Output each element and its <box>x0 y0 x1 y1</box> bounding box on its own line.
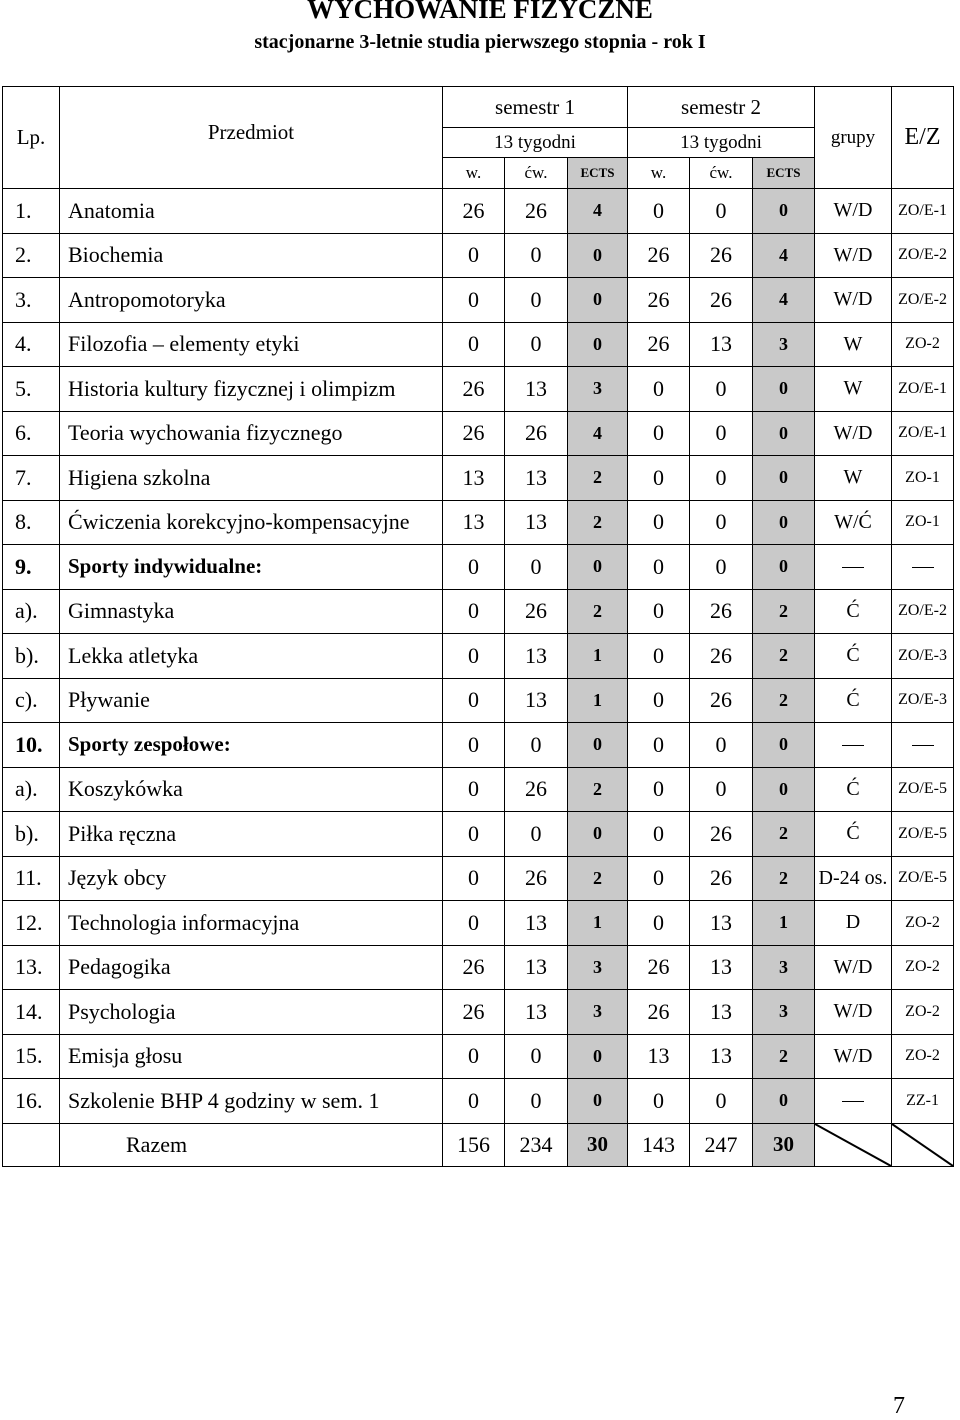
sem1-cw-header: ćw. <box>505 158 568 189</box>
row-lp-cell: 14. <box>3 990 60 1035</box>
sem1-w-cell: 26 <box>443 411 505 456</box>
sem1-ects-cell: 3 <box>568 945 628 990</box>
table-row <box>3 812 954 857</box>
sem2-cw-cell: 13 <box>690 322 753 367</box>
sem2-ects-cell: 0 <box>753 545 815 590</box>
row-lp-cell: 7. <box>3 456 60 501</box>
sem1-w-cell: 0 <box>443 322 505 367</box>
sem2-cw-cell: 26 <box>690 812 753 857</box>
sem2-ects-cell: 0 <box>753 456 815 501</box>
sem2-ects-cell: 3 <box>753 945 815 990</box>
row-lp-cell: a). <box>3 767 60 812</box>
table-row <box>3 723 954 768</box>
sem2-w-cell: 0 <box>628 901 690 946</box>
total-s2-cw: 247 <box>690 1123 753 1166</box>
row-lp-cell: 3. <box>3 278 60 323</box>
sem2-cw-cell: 26 <box>690 856 753 901</box>
sem2-cw-cell: 0 <box>690 723 753 768</box>
groups-cell: Ć <box>815 812 892 857</box>
exam-type-cell: ZZ-1 <box>892 1079 954 1124</box>
sem2-ects-cell: 1 <box>753 901 815 946</box>
row-lp-cell: 8. <box>3 500 60 545</box>
sem2-cw-cell: 13 <box>690 990 753 1035</box>
total-s1-w: 156 <box>443 1123 505 1166</box>
exam-type-cell <box>892 723 954 768</box>
total-ez-empty <box>892 1123 954 1166</box>
table-row <box>3 945 954 990</box>
subject-name-cell: Historia kultury fizycznej i olimpizm <box>60 367 443 412</box>
row-lp-cell: b). <box>3 812 60 857</box>
groups-cell <box>815 1079 892 1124</box>
subject-name-cell: Teoria wychowania fizycznego <box>60 411 443 456</box>
sem1-cw-cell: 13 <box>505 990 568 1035</box>
exam-type-cell: ZO-1 <box>892 456 954 501</box>
sem1-cw-cell: 0 <box>505 545 568 590</box>
page-number: 7 <box>893 1393 905 1419</box>
semester-2-weeks: 13 tygodni <box>628 128 815 158</box>
total-s2-w: 143 <box>628 1123 690 1166</box>
sem2-cw-cell: 26 <box>690 233 753 278</box>
groups-cell: W/D <box>815 411 892 456</box>
sem2-cw-cell: 0 <box>690 545 753 590</box>
sem2-ects-cell: 0 <box>753 723 815 768</box>
sem2-ects-cell: 0 <box>753 189 815 234</box>
sem1-ects-cell: 4 <box>568 411 628 456</box>
row-lp-cell: 1. <box>3 189 60 234</box>
table-row <box>3 500 954 545</box>
sem2-w-cell: 0 <box>628 767 690 812</box>
sem2-w-cell: 26 <box>628 990 690 1035</box>
groups-cell: W/Ć <box>815 500 892 545</box>
sem2-cw-cell: 0 <box>690 367 753 412</box>
subject-name-cell: Higiena szkolna <box>60 456 443 501</box>
sem1-cw-cell: 0 <box>505 723 568 768</box>
exam-type-cell: ZO/E-5 <box>892 767 954 812</box>
sem2-ects-cell: 0 <box>753 411 815 456</box>
groups-cell: W <box>815 367 892 412</box>
sem2-ects-cell: 4 <box>753 233 815 278</box>
sem1-cw-cell: 26 <box>505 589 568 634</box>
table-row <box>3 901 954 946</box>
total-s1-cw: 234 <box>505 1123 568 1166</box>
sem2-w-cell: 0 <box>628 411 690 456</box>
semester-1-weeks: 13 tygodni <box>443 128 628 158</box>
sem1-w-cell: 0 <box>443 1034 505 1079</box>
sem1-ects-cell: 0 <box>568 322 628 367</box>
total-row <box>3 1123 954 1166</box>
table-row <box>3 990 954 1035</box>
sem2-w-cell: 0 <box>628 500 690 545</box>
total-s2-ects: 30 <box>753 1123 815 1166</box>
page-subtitle: stacjonarne 3-letnie studia pierwszego stopnia - rok I <box>254 31 706 53</box>
exam-type-cell: ZO/E-1 <box>892 367 954 412</box>
sem2-cw-cell: 26 <box>690 278 753 323</box>
sem1-w-cell: 0 <box>443 856 505 901</box>
sem1-cw-cell: 26 <box>505 189 568 234</box>
row-lp-cell: 10. <box>3 723 60 768</box>
sem1-cw-cell: 26 <box>505 767 568 812</box>
row-lp-cell: b). <box>3 634 60 679</box>
sem1-ects-cell: 1 <box>568 901 628 946</box>
sem1-ects-cell: 0 <box>568 278 628 323</box>
sem1-cw-cell: 0 <box>505 278 568 323</box>
sem1-cw-cell: 13 <box>505 678 568 723</box>
row-lp-cell: 15. <box>3 1034 60 1079</box>
groups-cell: W/D <box>815 189 892 234</box>
sem1-cw-cell: 26 <box>505 856 568 901</box>
sem1-ects-cell: 0 <box>568 812 628 857</box>
sem1-w-cell: 26 <box>443 945 505 990</box>
sem2-ects-cell: 2 <box>753 812 815 857</box>
total-label: Razem <box>60 1123 443 1166</box>
sem1-cw-cell: 0 <box>505 322 568 367</box>
subject-name-cell: Sporty indywidualne: <box>60 545 443 590</box>
sem2-cw-header: ćw. <box>690 158 753 189</box>
subject-name-cell: Pływanie <box>60 678 443 723</box>
exam-type-cell: ZO-2 <box>892 322 954 367</box>
groups-cell: W/D <box>815 945 892 990</box>
sem2-cw-cell: 0 <box>690 456 753 501</box>
groups-cell: Ć <box>815 678 892 723</box>
sem1-w-cell: 0 <box>443 812 505 857</box>
sem2-w-cell: 0 <box>628 634 690 679</box>
exam-type-cell: ZO/E-3 <box>892 634 954 679</box>
sem1-cw-cell: 26 <box>505 411 568 456</box>
sem1-ects-cell: 2 <box>568 589 628 634</box>
subject-name-cell: Gimnastyka <box>60 589 443 634</box>
subject-name-cell: Język obcy <box>60 856 443 901</box>
sem1-w-cell: 0 <box>443 767 505 812</box>
subject-name-cell: Biochemia <box>60 233 443 278</box>
table-row <box>3 545 954 590</box>
sem2-w-cell: 0 <box>628 723 690 768</box>
exam-type-cell: ZO/E-2 <box>892 278 954 323</box>
row-lp-cell: c). <box>3 678 60 723</box>
sem1-ects-cell: 3 <box>568 367 628 412</box>
sem1-w-cell: 0 <box>443 545 505 590</box>
sem2-ects-cell: 4 <box>753 278 815 323</box>
sem2-cw-cell: 26 <box>690 634 753 679</box>
sem2-w-cell: 0 <box>628 456 690 501</box>
sem2-w-header: w. <box>628 158 690 189</box>
groups-cell: W <box>815 456 892 501</box>
sem1-w-cell: 0 <box>443 589 505 634</box>
sem2-w-cell: 0 <box>628 545 690 590</box>
row-lp-cell: 13. <box>3 945 60 990</box>
sem2-ects-cell: 0 <box>753 767 815 812</box>
sem1-ects-cell: 2 <box>568 856 628 901</box>
exam-type-cell: ZO/E-2 <box>892 233 954 278</box>
exam-type-cell: ZO/E-2 <box>892 589 954 634</box>
sem2-cw-cell: 13 <box>690 945 753 990</box>
sem1-cw-cell: 13 <box>505 901 568 946</box>
sem2-cw-cell: 0 <box>690 189 753 234</box>
table-row <box>3 767 954 812</box>
subject-name-cell: Emisja głosu <box>60 1034 443 1079</box>
sem1-w-header: w. <box>443 158 505 189</box>
table-header <box>3 87 954 189</box>
sem2-cw-cell: 0 <box>690 411 753 456</box>
groups-cell <box>815 545 892 590</box>
subject-name-cell: Anatomia <box>60 189 443 234</box>
sem2-ects-cell: 2 <box>753 856 815 901</box>
table-row <box>3 367 954 412</box>
sem2-w-cell: 0 <box>628 367 690 412</box>
sem1-w-cell: 0 <box>443 901 505 946</box>
exam-type-cell: ZO-2 <box>892 1034 954 1079</box>
groups-cell: W/D <box>815 1034 892 1079</box>
exam-type-cell: ZO-1 <box>892 500 954 545</box>
sem1-w-cell: 0 <box>443 233 505 278</box>
table-row <box>3 322 954 367</box>
col-groups-header: grupy <box>815 87 892 189</box>
subject-name-cell: Filozofia – elementy etyki <box>60 322 443 367</box>
sem1-ects-cell: 1 <box>568 678 628 723</box>
exam-type-cell: ZO/E-3 <box>892 678 954 723</box>
sem2-ects-cell: 3 <box>753 990 815 1035</box>
sem2-ects-cell: 0 <box>753 500 815 545</box>
sem2-cw-cell: 13 <box>690 1034 753 1079</box>
groups-cell: Ć <box>815 767 892 812</box>
sem2-w-cell: 0 <box>628 589 690 634</box>
row-lp-cell: 5. <box>3 367 60 412</box>
total-lp-cell <box>3 1123 60 1166</box>
sem2-w-cell: 0 <box>628 189 690 234</box>
empty-dash <box>912 567 934 568</box>
groups-cell: D <box>815 901 892 946</box>
row-lp-cell: 4. <box>3 322 60 367</box>
exam-type-cell: ZO/E-5 <box>892 856 954 901</box>
sem1-w-cell: 0 <box>443 723 505 768</box>
subject-name-cell: Koszykówka <box>60 767 443 812</box>
empty-dash <box>842 745 864 746</box>
subject-name-cell: Piłka ręczna <box>60 812 443 857</box>
sem2-w-cell: 0 <box>628 678 690 723</box>
sem1-ects-cell: 0 <box>568 1079 628 1124</box>
exam-type-cell: ZO-2 <box>892 990 954 1035</box>
sem2-cw-cell: 0 <box>690 500 753 545</box>
table-body <box>3 189 954 1124</box>
exam-type-cell: ZO-2 <box>892 901 954 946</box>
sem2-ects-cell: 2 <box>753 1034 815 1079</box>
sem2-w-cell: 26 <box>628 322 690 367</box>
table-row <box>3 589 954 634</box>
exam-type-cell: ZO/E-5 <box>892 812 954 857</box>
sem1-w-cell: 13 <box>443 500 505 545</box>
table-row <box>3 856 954 901</box>
sem1-ects-cell: 2 <box>568 456 628 501</box>
sem2-w-cell: 0 <box>628 856 690 901</box>
sem2-w-cell: 0 <box>628 1079 690 1124</box>
sem2-cw-cell: 26 <box>690 678 753 723</box>
sem1-w-cell: 13 <box>443 456 505 501</box>
sem1-w-cell: 26 <box>443 990 505 1035</box>
sem1-ects-cell: 1 <box>568 634 628 679</box>
groups-cell <box>815 723 892 768</box>
col-ez-header: E/Z <box>892 87 954 189</box>
sem1-cw-cell: 0 <box>505 812 568 857</box>
subject-name-cell: Antropomotoryka <box>60 278 443 323</box>
exam-type-cell: ZO/E-1 <box>892 189 954 234</box>
subject-name-cell: Sporty zespołowe: <box>60 723 443 768</box>
subject-name-cell: Szkolenie BHP 4 godziny w sem. 1 <box>60 1079 443 1124</box>
subject-name-cell: Pedagogika <box>60 945 443 990</box>
groups-cell: W/D <box>815 233 892 278</box>
table-row <box>3 233 954 278</box>
table-row <box>3 189 954 234</box>
sem2-ects-cell: 0 <box>753 367 815 412</box>
sem1-ects-cell: 2 <box>568 767 628 812</box>
row-lp-cell: a). <box>3 589 60 634</box>
sem1-cw-cell: 0 <box>505 233 568 278</box>
row-lp-cell: 6. <box>3 411 60 456</box>
row-lp-cell: 16. <box>3 1079 60 1124</box>
sem2-cw-cell: 13 <box>690 901 753 946</box>
sem1-cw-cell: 13 <box>505 634 568 679</box>
sem2-w-cell: 26 <box>628 278 690 323</box>
sem2-ects-cell: 3 <box>753 322 815 367</box>
sem1-cw-cell: 0 <box>505 1034 568 1079</box>
table-row <box>3 678 954 723</box>
sem2-w-cell: 26 <box>628 945 690 990</box>
subject-name-cell: Ćwiczenia korekcyjno-kompensacyjne <box>60 500 443 545</box>
groups-cell: W/D <box>815 278 892 323</box>
sem1-w-cell: 26 <box>443 189 505 234</box>
sem2-w-cell: 13 <box>628 1034 690 1079</box>
sem2-w-cell: 26 <box>628 233 690 278</box>
sem1-w-cell: 0 <box>443 678 505 723</box>
empty-dash <box>842 1101 864 1102</box>
sem2-ects-header: ECTS <box>753 158 815 189</box>
study-plan-table <box>2 86 954 1167</box>
table-row <box>3 456 954 501</box>
sem1-ects-cell: 0 <box>568 1034 628 1079</box>
total-s1-ects: 30 <box>568 1123 628 1166</box>
sem1-w-cell: 0 <box>443 278 505 323</box>
sem1-w-cell: 26 <box>443 367 505 412</box>
sem1-cw-cell: 13 <box>505 500 568 545</box>
sem2-ects-cell: 2 <box>753 634 815 679</box>
col-subject-header: Przedmiot <box>60 87 443 189</box>
groups-cell: Ć <box>815 589 892 634</box>
sem1-ects-header: ECTS <box>568 158 628 189</box>
semester-1-header: semestr 1 <box>443 87 628 128</box>
table-row <box>3 1079 954 1124</box>
sem2-cw-cell: 26 <box>690 589 753 634</box>
row-lp-cell: 2. <box>3 233 60 278</box>
sem2-cw-cell: 0 <box>690 767 753 812</box>
page-title: WYCHOWANIE FIZYCZNE <box>307 0 653 24</box>
sem1-ects-cell: 0 <box>568 233 628 278</box>
subject-name-cell: Psychologia <box>60 990 443 1035</box>
subject-name-cell: Lekka atletyka <box>60 634 443 679</box>
sem1-ects-cell: 0 <box>568 723 628 768</box>
table-row <box>3 278 954 323</box>
exam-type-cell: ZO-2 <box>892 945 954 990</box>
sem1-cw-cell: 0 <box>505 1079 568 1124</box>
exam-type-cell: ZO/E-1 <box>892 411 954 456</box>
sem1-w-cell: 0 <box>443 1079 505 1124</box>
sem1-w-cell: 0 <box>443 634 505 679</box>
sem1-ects-cell: 4 <box>568 189 628 234</box>
sem1-ects-cell: 0 <box>568 545 628 590</box>
row-lp-cell: 12. <box>3 901 60 946</box>
groups-cell: Ć <box>815 634 892 679</box>
groups-cell: W <box>815 322 892 367</box>
row-lp-cell: 11. <box>3 856 60 901</box>
col-lp-header: Lp. <box>3 87 60 189</box>
row-lp-cell: 9. <box>3 545 60 590</box>
sem2-ects-cell: 2 <box>753 589 815 634</box>
groups-cell: W/D <box>815 990 892 1035</box>
sem1-cw-cell: 13 <box>505 456 568 501</box>
exam-type-cell <box>892 545 954 590</box>
sem1-cw-cell: 13 <box>505 367 568 412</box>
sem1-ects-cell: 3 <box>568 990 628 1035</box>
table-row <box>3 411 954 456</box>
sem2-ects-cell: 2 <box>753 678 815 723</box>
sem1-ects-cell: 2 <box>568 500 628 545</box>
groups-cell: D-24 os. <box>815 856 892 901</box>
semester-2-header: semestr 2 <box>628 87 815 128</box>
total-groups-empty <box>815 1123 892 1166</box>
sem2-cw-cell: 0 <box>690 1079 753 1124</box>
table-row <box>3 634 954 679</box>
table-row <box>3 1034 954 1079</box>
subject-name-cell: Technologia informacyjna <box>60 901 443 946</box>
sem1-cw-cell: 13 <box>505 945 568 990</box>
sem2-ects-cell: 0 <box>753 1079 815 1124</box>
sem2-w-cell: 0 <box>628 812 690 857</box>
empty-dash <box>912 745 934 746</box>
empty-dash <box>842 567 864 568</box>
